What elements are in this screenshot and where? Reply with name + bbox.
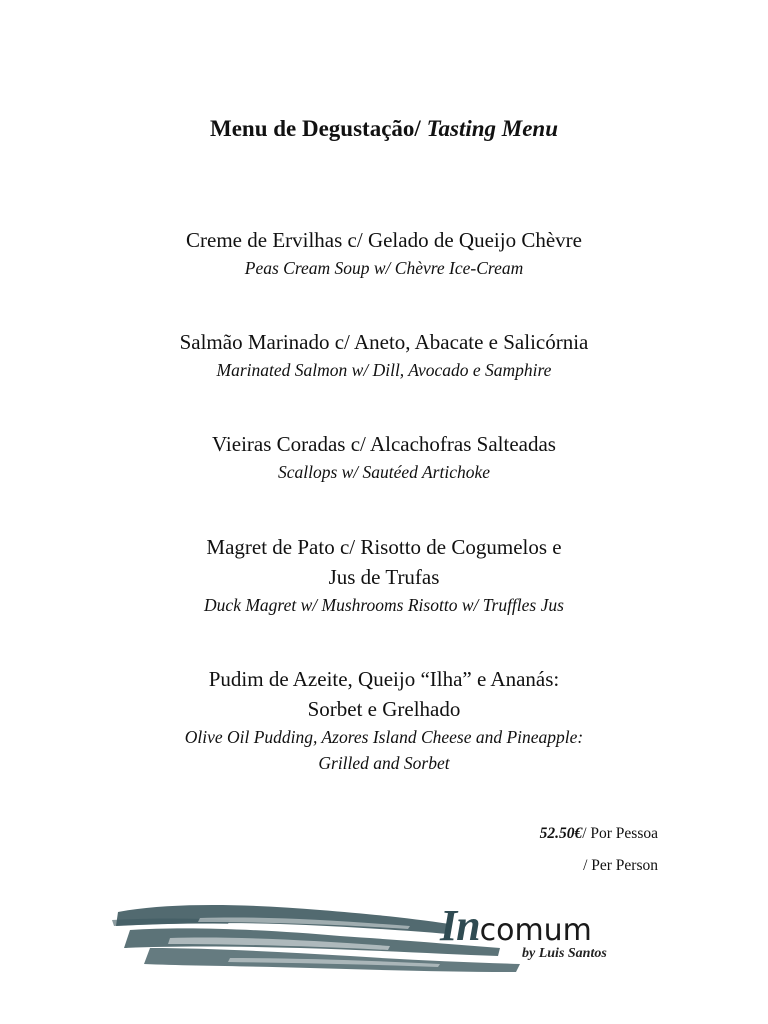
menu-title-en: Tasting Menu xyxy=(426,116,559,141)
brand-byline: by Luis Santos xyxy=(522,946,607,961)
course-5-name-en-line1: Olive Oil Pudding, Azores Island Cheese and Pineapple: xyxy=(184,727,584,747)
course-3 xyxy=(84,429,684,485)
course-1-name-pt: Creme de Ervilhas c/ Gelado de Queijo Chèvre xyxy=(186,228,582,252)
menu-title-pt: Menu de Degustação/ xyxy=(209,116,421,141)
restaurant-logo xyxy=(110,890,660,980)
course-1-name-en: Peas Cream Soup w/ Chèvre Ice-Cream xyxy=(244,258,524,278)
brand-name-in: In xyxy=(440,901,480,950)
course-5 xyxy=(84,664,684,776)
course-5-name-pt-line1: Pudim de Azeite, Queijo “Ilha” e Ananás: xyxy=(208,667,560,691)
course-5-name-pt-line2: Sorbet e Grelhado xyxy=(307,697,461,721)
price-block xyxy=(540,818,658,882)
course-2-name-en: Marinated Salmon w/ Dill, Avocado e Samphire xyxy=(216,360,552,380)
course-2-name-pt: Salmão Marinado c/ Aneto, Abacate e Salicórnia xyxy=(179,330,589,354)
price-line-pt xyxy=(540,818,658,850)
course-4-name-pt-line1: Magret de Pato c/ Risotto de Cogumelos e xyxy=(206,535,562,559)
course-5-name-en-line2: Grilled and Sorbet xyxy=(318,753,450,773)
course-4 xyxy=(84,532,684,618)
course-4-name-pt-line2: Jus de Trufas xyxy=(328,565,440,589)
course-1 xyxy=(84,225,684,281)
price-per-pt: / Por Pessoa xyxy=(582,825,658,842)
brand-name-rest: comum xyxy=(479,913,592,948)
brand-name xyxy=(440,900,592,951)
price-per-en: / Per Person xyxy=(583,857,658,874)
course-2 xyxy=(84,327,684,383)
course-3-name-pt: Vieiras Coradas c/ Alcachofras Salteadas xyxy=(212,432,556,456)
menu-title xyxy=(0,116,768,142)
course-3-name-en: Scallops w/ Sautéed Artichoke xyxy=(277,462,491,482)
price-amount: 52.50€ xyxy=(539,825,583,842)
course-4-name-en: Duck Magret w/ Mushrooms Risotto w/ Truffles Jus xyxy=(204,595,564,615)
